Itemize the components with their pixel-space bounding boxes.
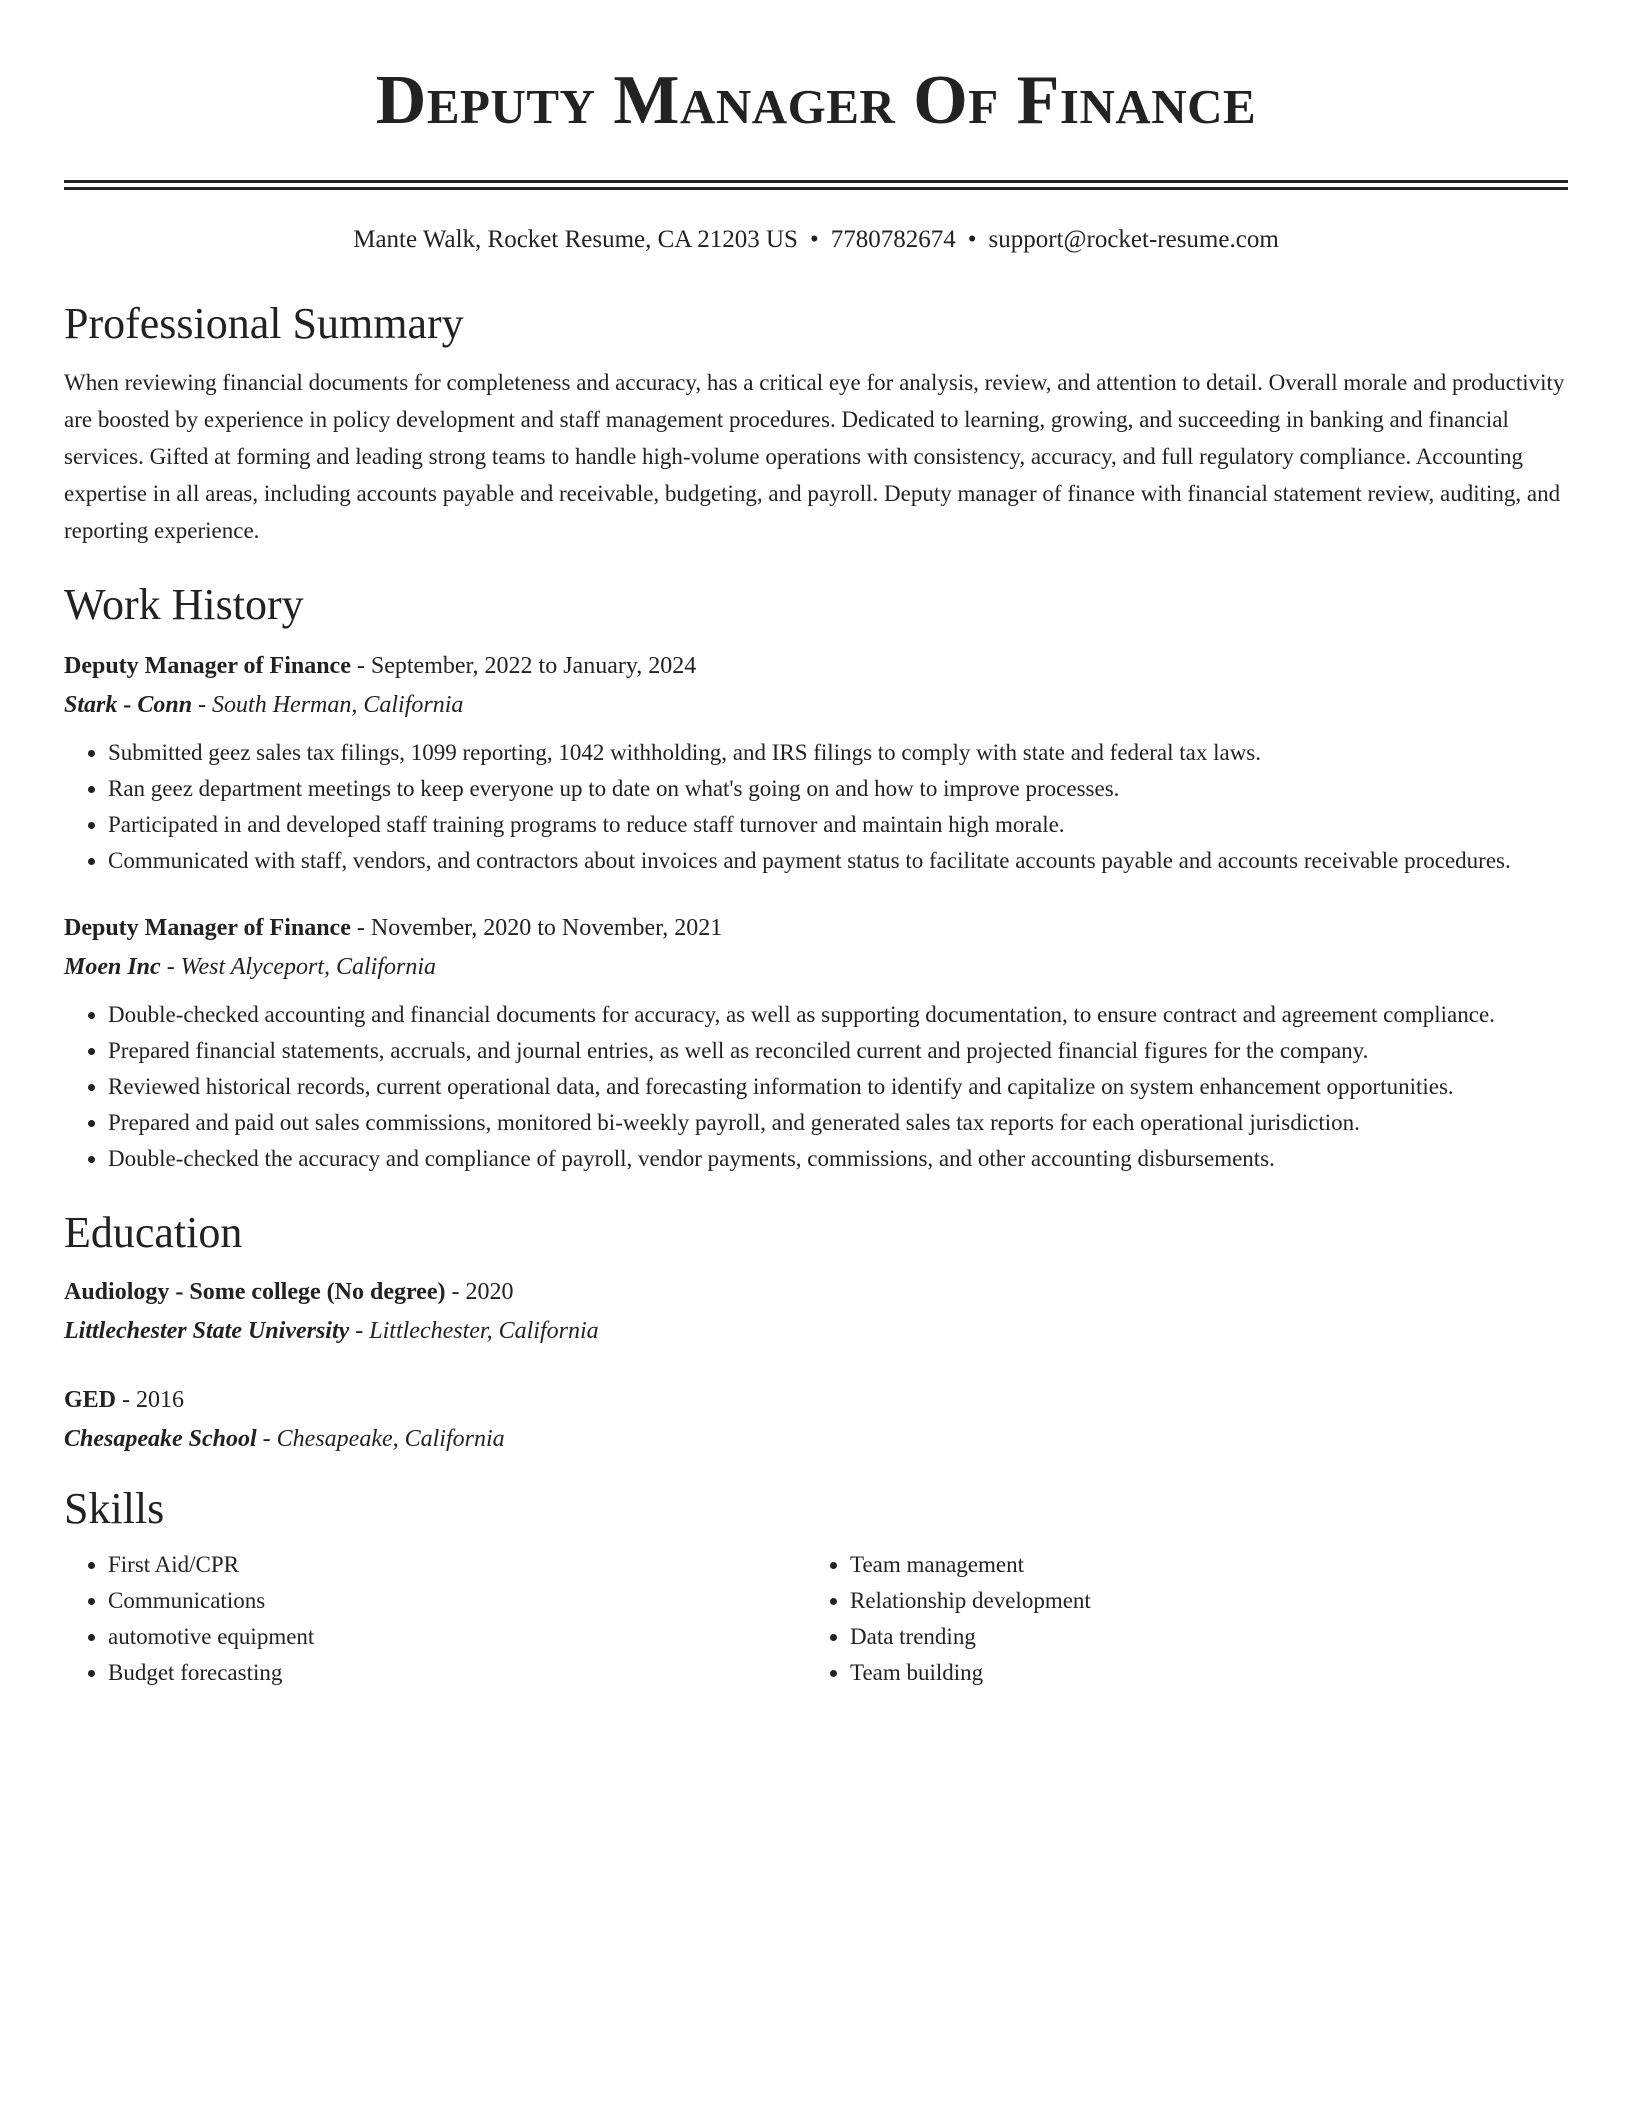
skill-item: • Budget forecasting	[108, 1655, 806, 1691]
education-location: - Littlechester, California	[349, 1318, 599, 1344]
contact-separator: •	[809, 226, 819, 253]
job-duty: • Prepared and paid out sales commissions, monitored bi-weekly payroll, and generated sales tax reports for each operational jurisdiction.	[108, 1105, 1568, 1141]
resume-name: Deputy Manager Of Finance	[375, 62, 1257, 139]
skill-item: • automotive equipment	[108, 1619, 806, 1655]
job-duty: • Communicated with staff, vendors, and contractors about invoices and payment status to facilitate accounts payable and accounts receivable procedures.	[108, 843, 1568, 879]
skill-item: • Relationship development	[850, 1583, 1548, 1619]
job-duty: • Reviewed historical records, current operational data, and forecasting information to identify and capitalize on system enhancement opportunities.	[108, 1069, 1568, 1105]
job-heading	[64, 909, 1568, 948]
job-duty: • Double-checked the accuracy and compliance of payroll, vendor payments, commissions, and other accounting disbursements.	[108, 1141, 1568, 1177]
education-degree: GED	[64, 1387, 117, 1413]
job-entry	[64, 909, 1568, 1177]
education-entry	[64, 1273, 1568, 1351]
job-duties-list	[64, 735, 1568, 879]
contact-email: support@rocket-resume.com	[988, 226, 1279, 253]
summary-text: When reviewing financial documents for completeness and accuracy, has a critical eye for analysis, review, and attention to detail. Overall morale and productivity are boosted by experience in policy development and staff management procedures. Dedicated to learning, growing, and succeeding in banking and financial services. Gifted at forming and leading strong teams to handle high-volume operations with consistency, accuracy, and full regulatory compliance. Accounting expertise in all areas, including accounts payable and receivable, budgeting, and payroll. Deputy manager of finance with financial statement review, auditing, and reporting experience.	[64, 370, 1565, 543]
skill-item: • Communications	[108, 1583, 806, 1619]
header-divider	[64, 180, 1568, 190]
contact-separator: •	[967, 226, 977, 253]
skill-item: • First Aid/CPR	[108, 1547, 806, 1583]
skill-item: • Team management	[850, 1547, 1548, 1583]
job-dates: - September, 2022 to January, 2024	[350, 653, 697, 679]
education-entry	[64, 1381, 1568, 1459]
contact-address: Mante Walk, Rocket Resume, CA 21203 US	[353, 226, 798, 253]
skill-item: • Team building	[850, 1655, 1548, 1691]
education-heading: Education	[64, 1208, 243, 1257]
job-dates: - November, 2020 to November, 2021	[350, 915, 723, 941]
skill-item: • Data trending	[850, 1619, 1548, 1655]
skills-grid	[64, 1547, 1568, 1691]
education-school-line	[64, 1312, 1568, 1351]
education-school: Chesapeake School	[64, 1426, 257, 1452]
job-duties-list	[64, 997, 1568, 1177]
job-duty: • Submitted geez sales tax filings, 1099 reporting, 1042 withholding, and IRS filings to comply with state and federal tax laws.	[108, 735, 1568, 771]
job-location: - South Herman, California	[192, 692, 464, 718]
job-company: Stark - Conn	[64, 692, 193, 718]
job-position: Deputy Manager of Finance	[64, 653, 351, 679]
work-history-heading: Work History	[64, 580, 304, 629]
job-duty: • Prepared financial statements, accruals, and journal entries, as well as reconciled current and projected financial figures for the company.	[108, 1033, 1568, 1069]
job-company: Moen Inc	[64, 954, 161, 980]
contact-phone: 7780782674	[830, 226, 956, 253]
education-heading-line	[64, 1381, 1568, 1420]
education-year: - 2016	[116, 1387, 185, 1413]
education-school-line	[64, 1420, 1568, 1459]
job-position: Deputy Manager of Finance	[64, 915, 351, 941]
summary-heading: Professional Summary	[64, 299, 464, 348]
contact-line	[64, 224, 1568, 256]
job-employer	[64, 686, 1568, 725]
job-duty: • Double-checked accounting and financial documents for accuracy, as well as supporting documentation, to ensure contract and agreement compliance.	[108, 997, 1568, 1033]
job-location: - West Alyceport, California	[160, 954, 437, 980]
education-location: - Chesapeake, California	[256, 1426, 505, 1452]
education-heading-line	[64, 1273, 1568, 1312]
job-heading	[64, 647, 1568, 686]
skills-list-right	[806, 1547, 1548, 1691]
job-entry	[64, 647, 1568, 879]
education-year: - 2020	[445, 1279, 514, 1305]
job-duty: • Ran geez department meetings to keep everyone up to date on what's going on and how to improve processes.	[108, 771, 1568, 807]
job-duty: • Participated in and developed staff training programs to reduce staff turnover and maintain high morale.	[108, 807, 1568, 843]
skills-heading: Skills	[64, 1484, 165, 1533]
job-employer	[64, 948, 1568, 987]
education-degree: Audiology - Some college (No degree)	[64, 1279, 446, 1305]
education-school: Littlechester State University	[64, 1318, 350, 1344]
skills-list-left	[64, 1547, 806, 1691]
